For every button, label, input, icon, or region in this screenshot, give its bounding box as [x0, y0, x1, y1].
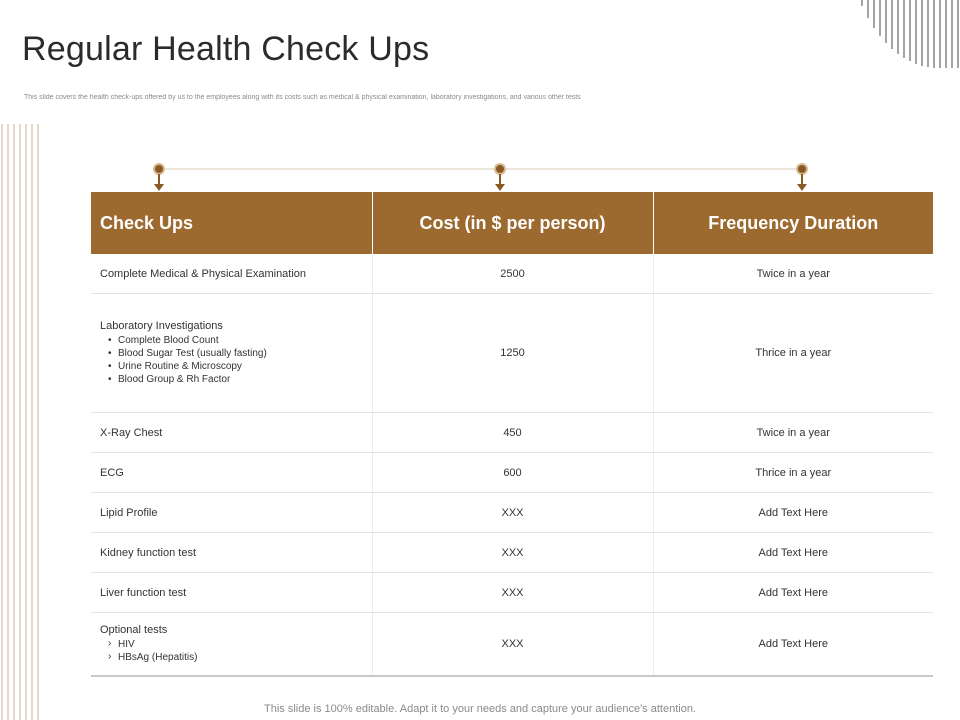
checkup-name: Liver function test — [91, 573, 372, 613]
checkup-cost: XXX — [372, 573, 653, 613]
pin-icon-3 — [797, 164, 807, 191]
list-item: • Urine Routine & Microscopy — [108, 360, 363, 373]
checkup-cost: 450 — [372, 413, 653, 453]
checkup-frequency: Add Text Here — [653, 493, 933, 533]
table-header-row — [91, 192, 933, 254]
pin-icon-1 — [154, 164, 164, 191]
checkup-frequency: Twice in a year — [653, 254, 933, 294]
table-row — [91, 453, 933, 493]
checkup-name: X-Ray Chest — [91, 413, 372, 453]
checkup-cost: 2500 — [372, 254, 653, 294]
checkup-cost: 1250 — [372, 294, 653, 413]
slide-title: Regular Health Check Ups — [22, 30, 430, 68]
checkup-cost: 600 — [372, 453, 653, 493]
table-row — [91, 254, 933, 294]
checkup-group-title: Optional tests — [100, 624, 168, 636]
checkup-name: Kidney function test — [91, 533, 372, 573]
optional-tests-list — [100, 638, 363, 664]
header-frequency: Frequency Duration — [653, 192, 933, 254]
pin-icon-2 — [495, 164, 505, 191]
left-stripes-decoration — [0, 124, 42, 720]
checkup-name — [91, 294, 372, 413]
table-row — [91, 413, 933, 453]
header-check-ups: Check Ups — [91, 192, 372, 254]
list-item: • Complete Blood Count — [108, 334, 363, 347]
list-item: › HIV — [108, 638, 363, 651]
column-connector — [0, 150, 960, 195]
checkup-name: Complete Medical & Physical Examination — [91, 254, 372, 294]
checkup-name: Lipid Profile — [91, 493, 372, 533]
table-row — [91, 294, 933, 413]
health-checkups-table — [91, 192, 933, 677]
corner-arc-decoration — [860, 0, 960, 70]
checkup-frequency: Add Text Here — [653, 573, 933, 613]
checkup-name — [91, 613, 372, 677]
header-cost: Cost (in $ per person) — [372, 192, 653, 254]
checkup-frequency: Thrice in a year — [653, 294, 933, 413]
table-row — [91, 613, 933, 677]
checkup-frequency: Twice in a year — [653, 413, 933, 453]
table-row — [91, 493, 933, 533]
checkup-frequency: Add Text Here — [653, 613, 933, 677]
checkup-cost: XXX — [372, 533, 653, 573]
checkup-cost: XXX — [372, 493, 653, 533]
checkup-name: ECG — [91, 453, 372, 493]
slide-subtitle: This slide covers the health check-ups offered by us to the employees along with its costs such as medical & physical examination, laboratory investigations, and various other tests — [24, 94, 581, 101]
checkup-group-title: Laboratory Investigations — [100, 320, 223, 332]
lab-tests-list — [100, 334, 363, 386]
checkup-frequency: Thrice in a year — [653, 453, 933, 493]
checkup-cost: XXX — [372, 613, 653, 677]
slide-footer: This slide is 100% editable. Adapt it to your needs and capture your audience's attention. — [264, 703, 696, 715]
list-item: › HBsAg (Hepatitis) — [108, 651, 363, 664]
list-item: • Blood Sugar Test (usually fasting) — [108, 347, 363, 360]
list-item: • Blood Group & Rh Factor — [108, 373, 363, 386]
table-row — [91, 533, 933, 573]
table-row — [91, 573, 933, 613]
checkup-frequency: Add Text Here — [653, 533, 933, 573]
